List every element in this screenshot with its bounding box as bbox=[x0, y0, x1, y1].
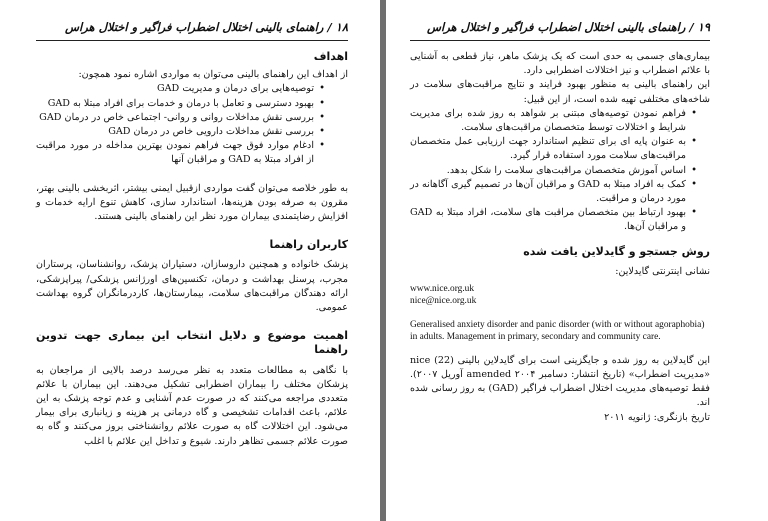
list-item: • به عنوان پایه ای برای تنظیم استاندارد جهت ارزیابی عمل متخصصان مراقبت‌های سلامت مورد استفاده قرار گیرد. bbox=[410, 135, 686, 163]
list-item: • بهبود ارتباط بین متخصصان مراقبت های سلامت، افراد مبتلا به GAD و مراقبان آن‌ها. bbox=[410, 206, 686, 234]
page-18 bbox=[0, 0, 380, 521]
list-item: • بهبود دسترسی و تعامل با درمان و خدمات برای افراد مبتلا به GAD bbox=[36, 97, 314, 111]
list-item: • فراهم نمودن توصیه‌های مبتنی بر شواهد به روز شده برای مدیریت شرایط و اختلالات توسط متخصصان مراقبت‌های سلامت. bbox=[410, 107, 686, 135]
users-paragraph: پزشک خانواده و همچنین داروسازان، دستیاران پزشک، روانشناسان، پرستاران مجرب، پرسنل بهداشت و درمان، تکنسین‌های اورژانس پزشکی/ پیراپزشکی، ارائه دهندگان مراقبت‌های سلامت، بیمارستان‌ها، کاردرمانگران گروه بهداشت عمومی. bbox=[36, 259, 348, 314]
intro-paragraph: بیماری‌های جسمی به حدی است که یک پزشک ماهر، نیاز قطعی به آشنایی با علائم اضطراب و نیز اختلالات اضطرابی دارد. bbox=[410, 51, 710, 77]
page-header: ۱۹ / راهنمای بالینی اختلال اضطراب فراگیر و اختلال هراس bbox=[426, 20, 710, 34]
page-19-content bbox=[410, 50, 710, 425]
list-item: • ادغام موارد فوق جهت فراهم نمودن بهترین مداخله در مورد مراقبت از افراد مبتلا به GAD و مراقبان آنها bbox=[36, 139, 314, 167]
list-item: • کمک به افراد مبتلا به GAD و مراقبان آن‌ها در تصمیم گیری آگاهانه در مورد درمان و مراقبت. bbox=[410, 178, 686, 206]
goals-intro: از اهداف این راهنمای بالینی می‌توان به مواردی اشاره نمود همچون: bbox=[78, 69, 348, 81]
importance-paragraph: با نگاهی به مطالعات متعدد به نظر می‌رسد درصد بالایی از مراجعان به پزشکان مختلف را بیماران اضطرابی تشکیل می‌دهند. این بیماران با علائم متعددی مراجعه می‌کنند که در صورت عدم آشنایی و عدم توجه پزشک به این علائم، باعث اقدامات تشخیصی و گاه درمانی پر هزینه و زیانباری برای بیمار می‌شود. این اختلالات گاه به صورت علائم روانشناختی بروز می‌کنند و گاه به صورت علائم جسمی تظاهر دارند. شیوع و تداخل این علائم با اغلب bbox=[36, 364, 348, 447]
section-title-goals: اهداف bbox=[313, 50, 348, 63]
list-item: • بررسی نقش مداخلات روانی و روانی- اجتماعی خاص در درمان GAD bbox=[36, 111, 314, 125]
goals-summary: به طور خلاصه می‌توان گفت مواردی ازقبیل ایمنی بیشتر، اثربخشی بالینی بهتر، مقرون به صرفه بودن هزینه‌ها، استاندارد سازی، کاهش تنوع ارایه خدمات و افزایش رضایتمندی بیماران مورد نظر این راهنمای بالینی هستند. bbox=[36, 182, 348, 223]
guideline-english-title: Generalised anxiety disorder and panic disorder (with or without agoraphobia) in adults. Management in primary, secondary and community care. bbox=[410, 320, 705, 343]
address-label: نشانی اینترنتی گایدلاین: bbox=[615, 265, 710, 277]
review-date: تاریخ بازنگری: ژانویه ۲۰۱۱ bbox=[604, 411, 710, 423]
guideline-update-paragraph: این گایدلاین به روز شده و جایگزینی است برای گایدلاین بالینی (22) nice «مدیریت اضطراب» (تاریخ انتشار: دسامبر ۲۰۰۴ amended آوریل ۲۰۰۷). فقط توصیه‌های مدیریت اختلال اضطراب فراگیر (GAD) به روز رسانی شده اند. bbox=[410, 354, 711, 409]
header-rule bbox=[36, 40, 348, 41]
section-title-importance: اهمیت موضوع و دلایل انتخاب این بیماری جهت تدوین راهنما bbox=[36, 329, 348, 357]
page-18-content bbox=[36, 50, 348, 449]
section-title-search: روش جستجو و گایدلاین یافت شده bbox=[523, 244, 710, 258]
list-item: • بررسی نقش مداخلات دارویی خاص در درمان GAD bbox=[36, 125, 314, 139]
section-title-users: کاربران راهنما bbox=[269, 238, 348, 252]
purposes-list bbox=[410, 107, 698, 235]
guideline-url[interactable]: www.nice.org.uk bbox=[410, 284, 475, 295]
goals-list bbox=[36, 82, 326, 167]
guideline-email[interactable]: nice@nice.org.uk bbox=[410, 296, 477, 307]
page-header: ۱۸ / راهنمای بالینی اختلال اضطراب فراگیر و اختلال هراس bbox=[64, 20, 348, 34]
page-19 bbox=[386, 0, 768, 521]
list-item: • اساس آموزش متخصصان مراقبت‌های سلامت را شکل بدهد. bbox=[410, 164, 686, 178]
list-item: • توصیه‌هایی برای درمان و مدیریت GAD bbox=[36, 82, 314, 96]
intro-paragraph-2: این راهنمای بالینی به منظور بهبود فرایند و نتایج مراقبت‌های سلامت در شاخه‌های مختلفی تهیه شده است، از این قبیل: bbox=[410, 79, 710, 105]
header-rule bbox=[410, 40, 710, 41]
